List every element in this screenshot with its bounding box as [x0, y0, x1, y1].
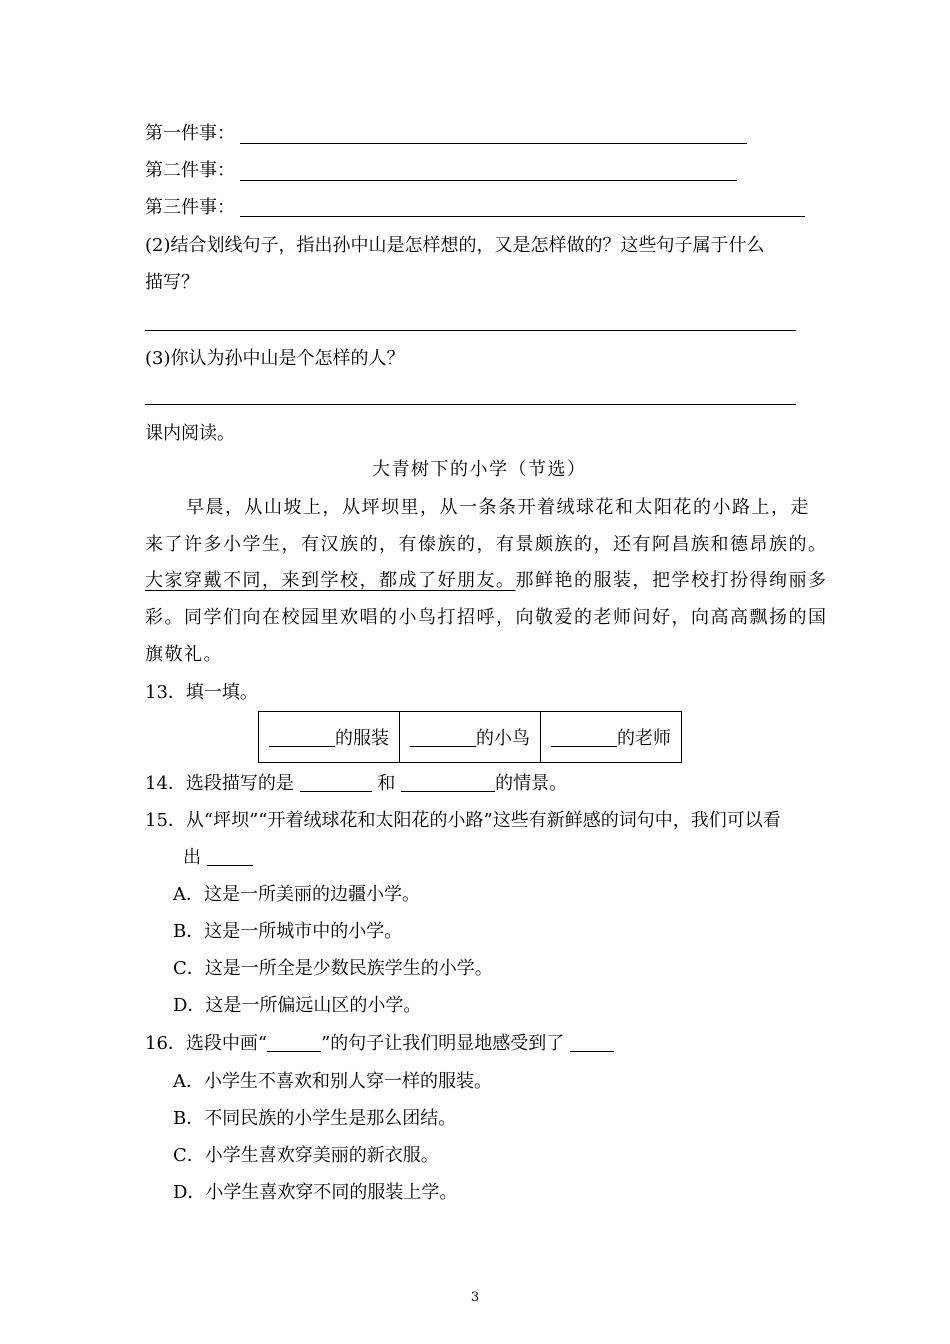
question-16-prefix: 16．选段中画“ [145, 1033, 268, 1054]
question-14 [145, 773, 567, 795]
fill-blank[interactable] [410, 728, 476, 747]
fill-cell-text: 的小鸟 [476, 728, 530, 749]
fill-cell [541, 712, 682, 763]
section-heading: 课内阅读。 [145, 423, 235, 444]
question-3: (3)你认为孙中山是个怎样的人？ [145, 348, 405, 369]
fill-cell [400, 712, 541, 763]
q16-underline-sample [267, 1033, 321, 1052]
event2-label: 第二件事： [145, 160, 235, 181]
fill-blank[interactable] [269, 728, 335, 747]
q14-blank-1[interactable] [300, 773, 372, 792]
q15-option-b[interactable]: B．这是一所城市中的小学。 [173, 921, 403, 942]
question-15-line1: 15．从“坪坝”“开着绒球花和太阳花的小路”这些有新鲜感的词句中，我们可以看 [145, 810, 781, 831]
fill-blank[interactable] [551, 728, 617, 747]
fill-table [258, 711, 682, 763]
question-16 [145, 1033, 614, 1055]
question-16-mid: ”的句子让我们明显地感受到了 [321, 1033, 565, 1054]
question-3-answer-line[interactable] [145, 404, 796, 405]
page-number: 3 [470, 1290, 480, 1305]
q16-option-d[interactable]: D．小学生喜欢穿不同的服装上学。 [173, 1182, 458, 1203]
q16-option-c[interactable]: C．小学生喜欢穿美丽的新衣服。 [173, 1145, 439, 1166]
q15-option-d[interactable]: D．这是一所偏远山区的小学。 [173, 995, 422, 1016]
passage-line4: 彩。同学们向在校园里欢唱的小鸟打招呼，向敬爱的老师问好，向高高飘扬的国 [145, 607, 828, 628]
event3-label: 第三件事： [145, 197, 235, 218]
fill-cell-text: 的服装 [335, 728, 389, 749]
passage-title: 大青树下的小学（节选） [372, 459, 587, 480]
fill-cell-text: 的老师 [617, 728, 671, 749]
event1-label: 第一件事： [145, 123, 235, 144]
event3-answer-line[interactable] [240, 216, 805, 217]
question-2-line2: 描写？ [145, 272, 199, 293]
passage-line5: 旗敬礼。 [145, 644, 223, 665]
q15-option-a[interactable]: A．这是一所美丽的边疆小学。 [173, 884, 420, 905]
fill-cell [259, 712, 400, 763]
q16-answer-blank[interactable] [570, 1033, 614, 1052]
question-14-suffix: 的情景。 [495, 773, 568, 794]
event2-answer-line[interactable] [240, 180, 737, 181]
passage-line2: 来了许多小学生，有汉族的，有傣族的，有景颇族的，还有阿昌族和德昂族的。 [145, 534, 828, 555]
passage-line1: 早晨，从山坡上，从坪坝里，从一条条开着绒球花和太阳花的小路上，走 [186, 497, 810, 518]
question-14-mid: 和 [377, 773, 396, 794]
question-15-line2 [183, 847, 253, 869]
underlined-sentence: 大家穿戴不同，来到学校，都成了好朋友。 [145, 570, 516, 591]
q14-blank-2[interactable] [401, 773, 495, 792]
question-15-tail: 出 [183, 847, 201, 868]
q16-option-b[interactable]: B．不同民族的小学生是那么团结。 [173, 1108, 457, 1129]
q16-option-a[interactable]: A．小学生不喜欢和别人穿一样的服装。 [173, 1071, 492, 1092]
question-2-answer-line[interactable] [145, 330, 796, 331]
question-13: 13．填一填。 [145, 682, 258, 703]
question-14-prefix: 14．选段描写的是 [145, 773, 294, 794]
passage-line3 [145, 570, 828, 592]
passage-line3-rest: 那鲜艳的服装，把学校打扮得绚丽多 [515, 570, 828, 591]
question-2-line1: (2)结合划线句子，指出孙中山是怎样想的，又是怎样做的？这些句子属于什么 [145, 235, 765, 256]
q15-option-c[interactable]: C．这是一所全是少数民族学生的小学。 [173, 958, 493, 979]
q15-answer-blank[interactable] [207, 847, 253, 866]
event1-answer-line[interactable] [240, 143, 747, 144]
